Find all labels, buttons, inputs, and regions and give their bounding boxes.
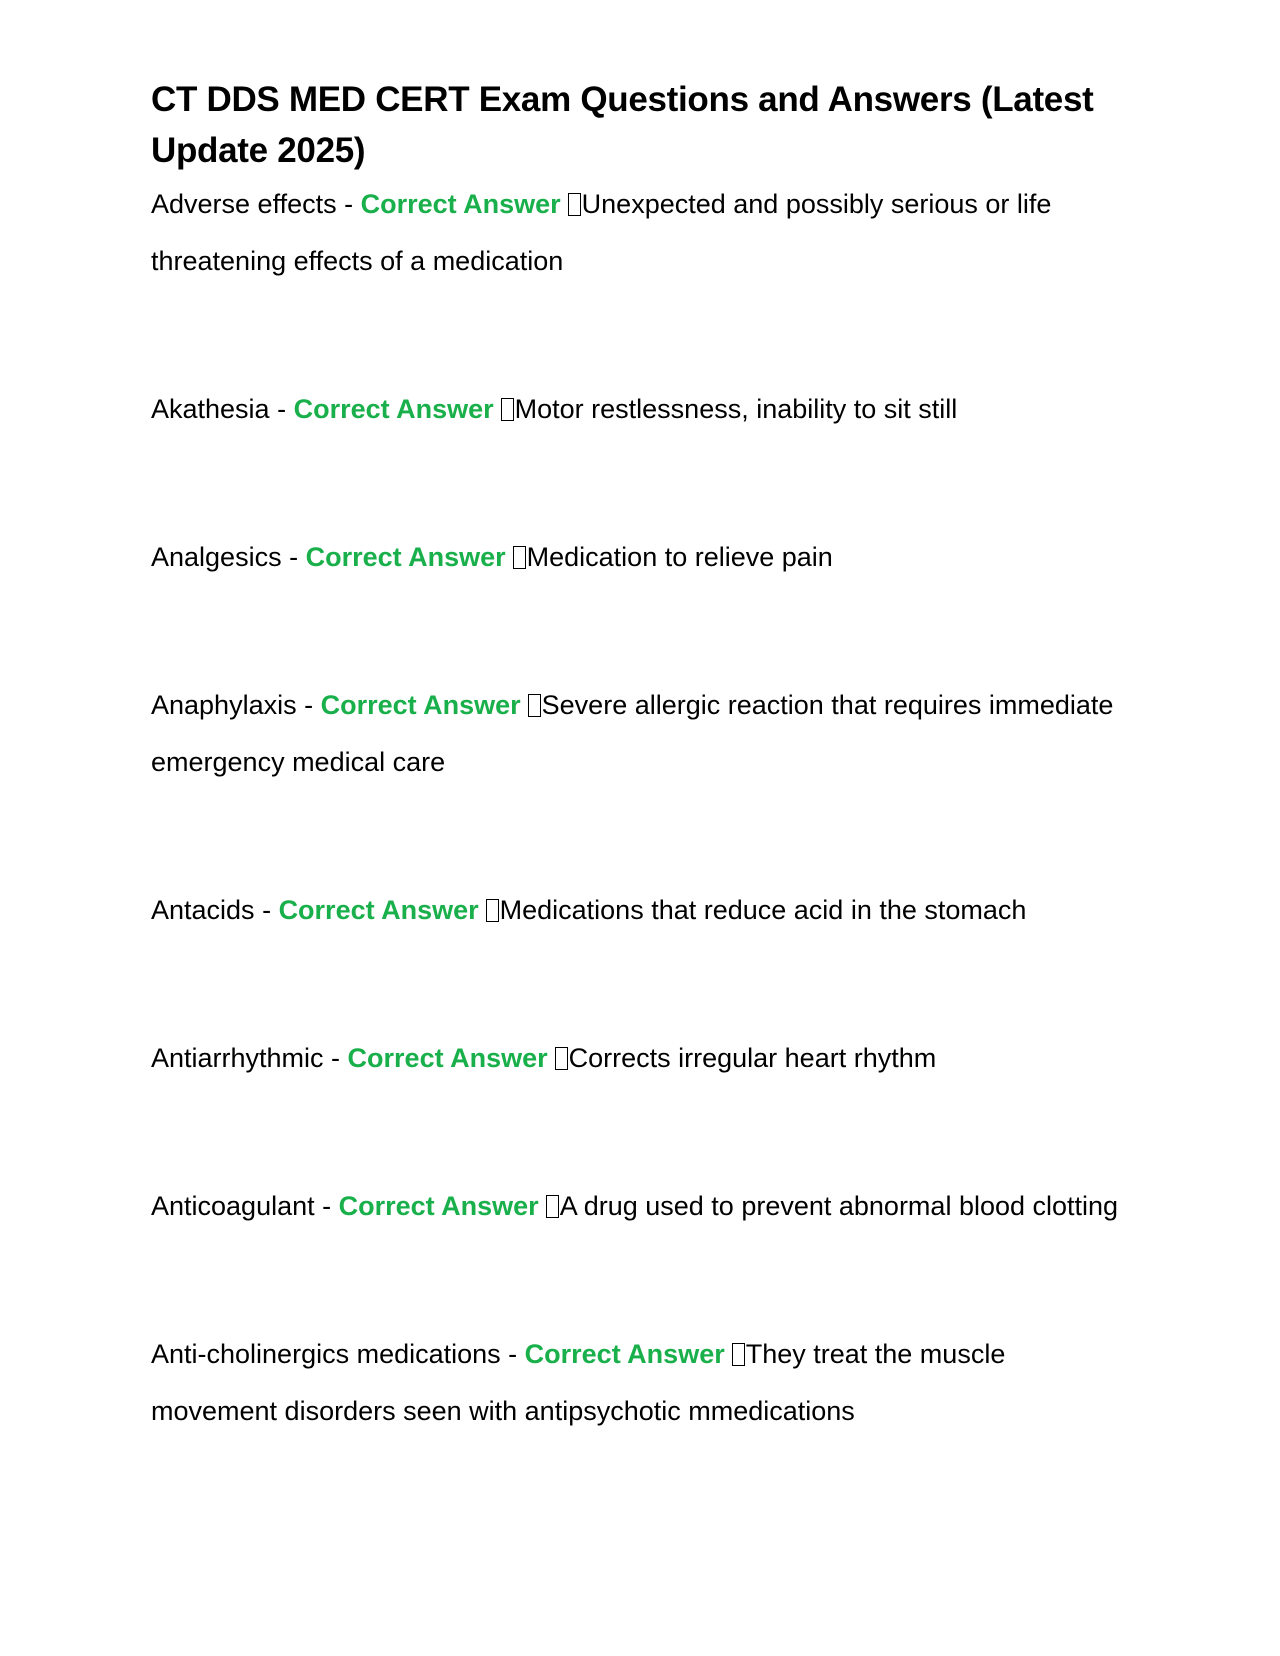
missing-glyph-icon	[546, 1195, 559, 1218]
missing-glyph-icon	[568, 193, 581, 216]
correct-answer-label: Correct Answer	[338, 1191, 539, 1221]
entry-separator: -	[314, 1191, 339, 1221]
entry-term: Antiarrhythmic	[151, 1043, 324, 1073]
missing-glyph-icon	[513, 546, 526, 569]
entry-definition: They treat the muscle movement disorders seen with antipsychotic mmedications	[151, 1339, 1006, 1426]
entry-separator: -	[323, 1043, 348, 1073]
correct-answer-label: Correct Answer	[347, 1043, 548, 1073]
entry-term: Anaphylaxis	[151, 690, 297, 720]
entry-separator: -	[254, 895, 279, 925]
entry-term: Anti-cholinergics medications	[151, 1339, 501, 1369]
correct-answer-label: Correct Answer	[320, 690, 521, 720]
qa-entry	[151, 1030, 1131, 1087]
qa-list	[151, 176, 1131, 1440]
entry-definition: Unexpected and possibly serious or life threatening effects of a medication	[151, 189, 1052, 276]
qa-entry	[151, 381, 1131, 438]
qa-entry	[151, 1326, 1131, 1440]
document-title: CT DDS MED CERT Exam Questions and Answers (Latest Update 2025)	[151, 80, 1094, 170]
missing-glyph-icon	[528, 694, 541, 717]
entry-term: Anticoagulant	[151, 1191, 315, 1221]
entry-separator: -	[296, 690, 321, 720]
entry-separator: -	[269, 394, 294, 424]
qa-entry	[151, 882, 1131, 939]
missing-glyph-icon	[732, 1343, 745, 1366]
entry-separator: -	[336, 189, 361, 219]
qa-entry	[151, 529, 1131, 586]
correct-answer-label: Correct Answer	[293, 394, 494, 424]
entry-term: Antacids	[151, 895, 255, 925]
qa-entry	[151, 677, 1131, 791]
entry-definition: Motor restlessness, inability to sit still	[514, 394, 958, 424]
qa-entry	[151, 176, 1131, 290]
entry-term: Akathesia	[151, 394, 270, 424]
correct-answer-label: Correct Answer	[360, 189, 561, 219]
entry-separator: -	[500, 1339, 525, 1369]
entry-definition: Medication to relieve pain	[526, 542, 833, 572]
document-page	[151, 74, 1131, 1440]
entry-separator: -	[281, 542, 306, 572]
correct-answer-label: Correct Answer	[305, 542, 506, 572]
correct-answer-label: Correct Answer	[524, 1339, 725, 1369]
entry-term: Analgesics	[151, 542, 282, 572]
entry-definition: A drug used to prevent abnormal blood clotting	[559, 1191, 1119, 1221]
qa-entry	[151, 1178, 1131, 1235]
entry-definition: Corrects irregular heart rhythm	[568, 1043, 937, 1073]
entry-definition: Medications that reduce acid in the stomach	[499, 895, 1027, 925]
missing-glyph-icon	[555, 1047, 568, 1070]
entry-term: Adverse effects	[151, 189, 337, 219]
missing-glyph-icon	[501, 398, 514, 421]
entry-definition: Severe allergic reaction that requires immediate emergency medical care	[151, 690, 1114, 777]
correct-answer-label: Correct Answer	[278, 895, 479, 925]
missing-glyph-icon	[486, 899, 499, 922]
